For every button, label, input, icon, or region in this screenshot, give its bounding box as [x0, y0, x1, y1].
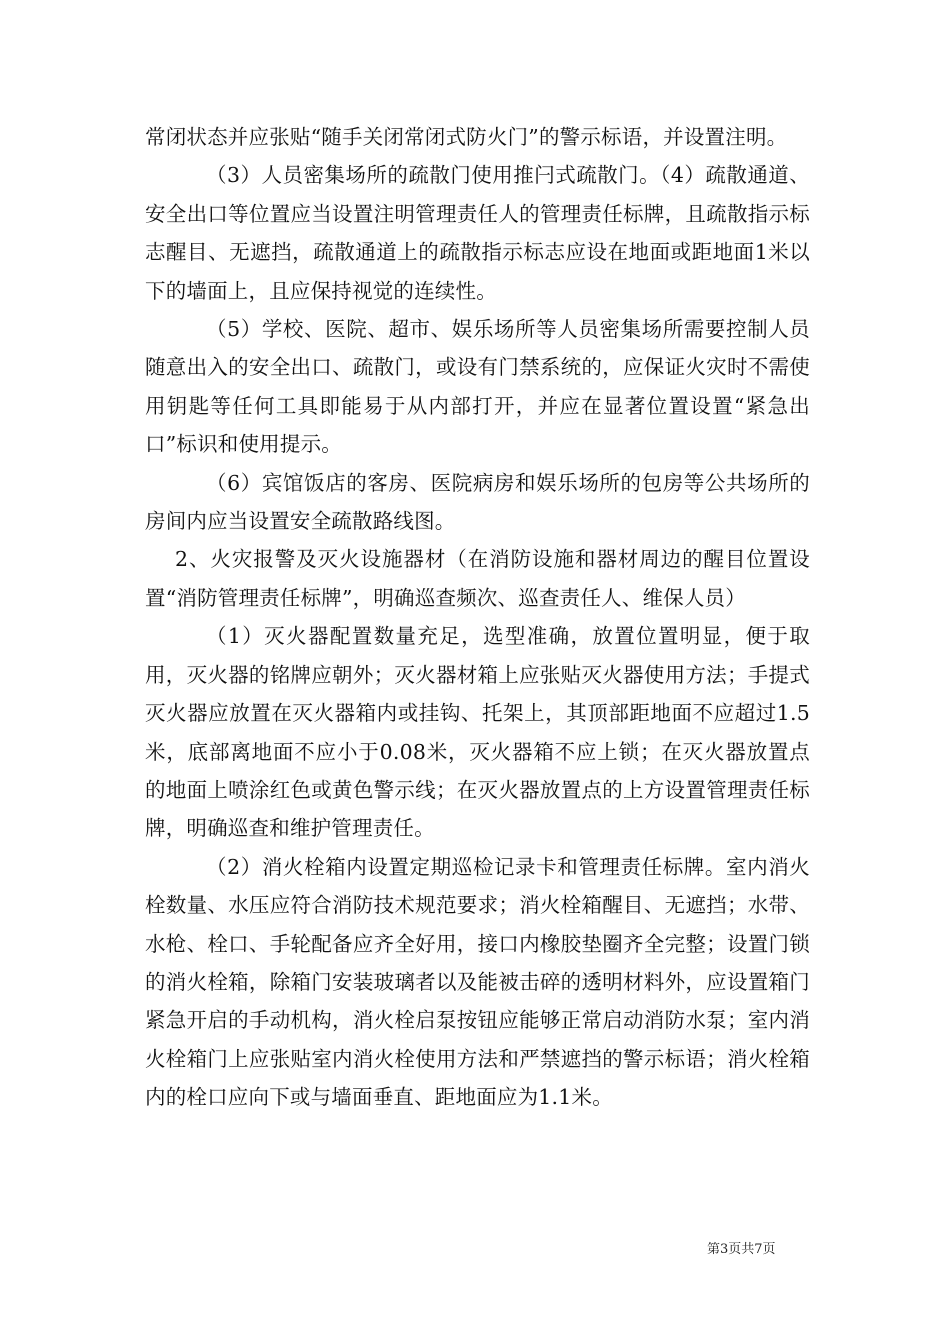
section-heading-fire-equipment: 2、火灾报警及灭火设施器材（在消防设施和器材周边的醒目位置设置“消防管理责任标牌”，明确巡查频次、巡查责任人、维保人员） — [145, 547, 810, 610]
paragraph-fire-hydrant-boxes: （2）消火栓箱内设置定期巡检记录卡和管理责任标牌。室内消火栓数量、水压应符合消防技术规范要求；消火栓箱醒目、无遮挡；水带、水枪、栓口、手轮配备应齐全好用，接口内橡胶垫圈齐全完整；设置门锁的消火栓箱，除箱门安装玻璃者以及能被击碎的透明材料外，应设置箱门紧急开启的手动机构，消火栓启泵按钮应能够正常启动消防水泵；室内消火栓箱门上应张贴室内消火栓使用方法和严禁遮挡的警示标语；消火栓箱内的栓口应向下或与墙面垂直、距地面应为1.1米。 — [145, 854, 810, 1110]
paragraph-fire-extinguishers: （1）灭火器配置数量充足，选型准确，放置位置明显，便于取用，灭火器的铭牌应朝外；灭火器材箱上应张贴灭火器使用方法；手提式灭火器应放置在灭火器箱内或挂钩、托架上，其顶部距地面不应超过1.5米，底部离地面不应小于0.08米，灭火器箱不应上锁；在灭火器放置点的地面上喷涂红色或黄色警示线；在灭火器放置点的上方设置管理责任标牌，明确巡查和维护管理责任。 — [145, 624, 810, 841]
page-number-footer: 第3页共7页 — [707, 1242, 776, 1257]
paragraph-door-warning: 常闭状态并应张贴“随手关闭常闭式防火门”的警示标语，并设置注明。 — [145, 125, 788, 149]
document-body — [145, 118, 810, 1117]
paragraph-emergency-exits: （5）学校、医院、超市、娱乐场所等人员密集场所需要控制人员随意出入的安全出口、疏散门，或设有门禁系统的，应保证火灾时不需使用钥匙等任何工具即能易于从内部打开，并应在显著位置设置“紧急出口”标识和使用提示。 — [145, 317, 810, 457]
paragraph-evacuation-doors: （3）人员密集场所的疏散门使用推闩式疏散门。（4）疏散通道、安全出口等位置应当设置注明管理责任人的管理责任标牌，且疏散指示标志醒目、无遮挡，疏散通道上的疏散指示标志应设在地面或距地面1米以下的墙面上，且应保持视觉的连续性。 — [145, 163, 810, 303]
paragraph-evacuation-route-map: （6）宾馆饭店的客房、医院病房和娱乐场所的包房等公共场所的房间内应当设置安全疏散路线图。 — [145, 470, 810, 534]
